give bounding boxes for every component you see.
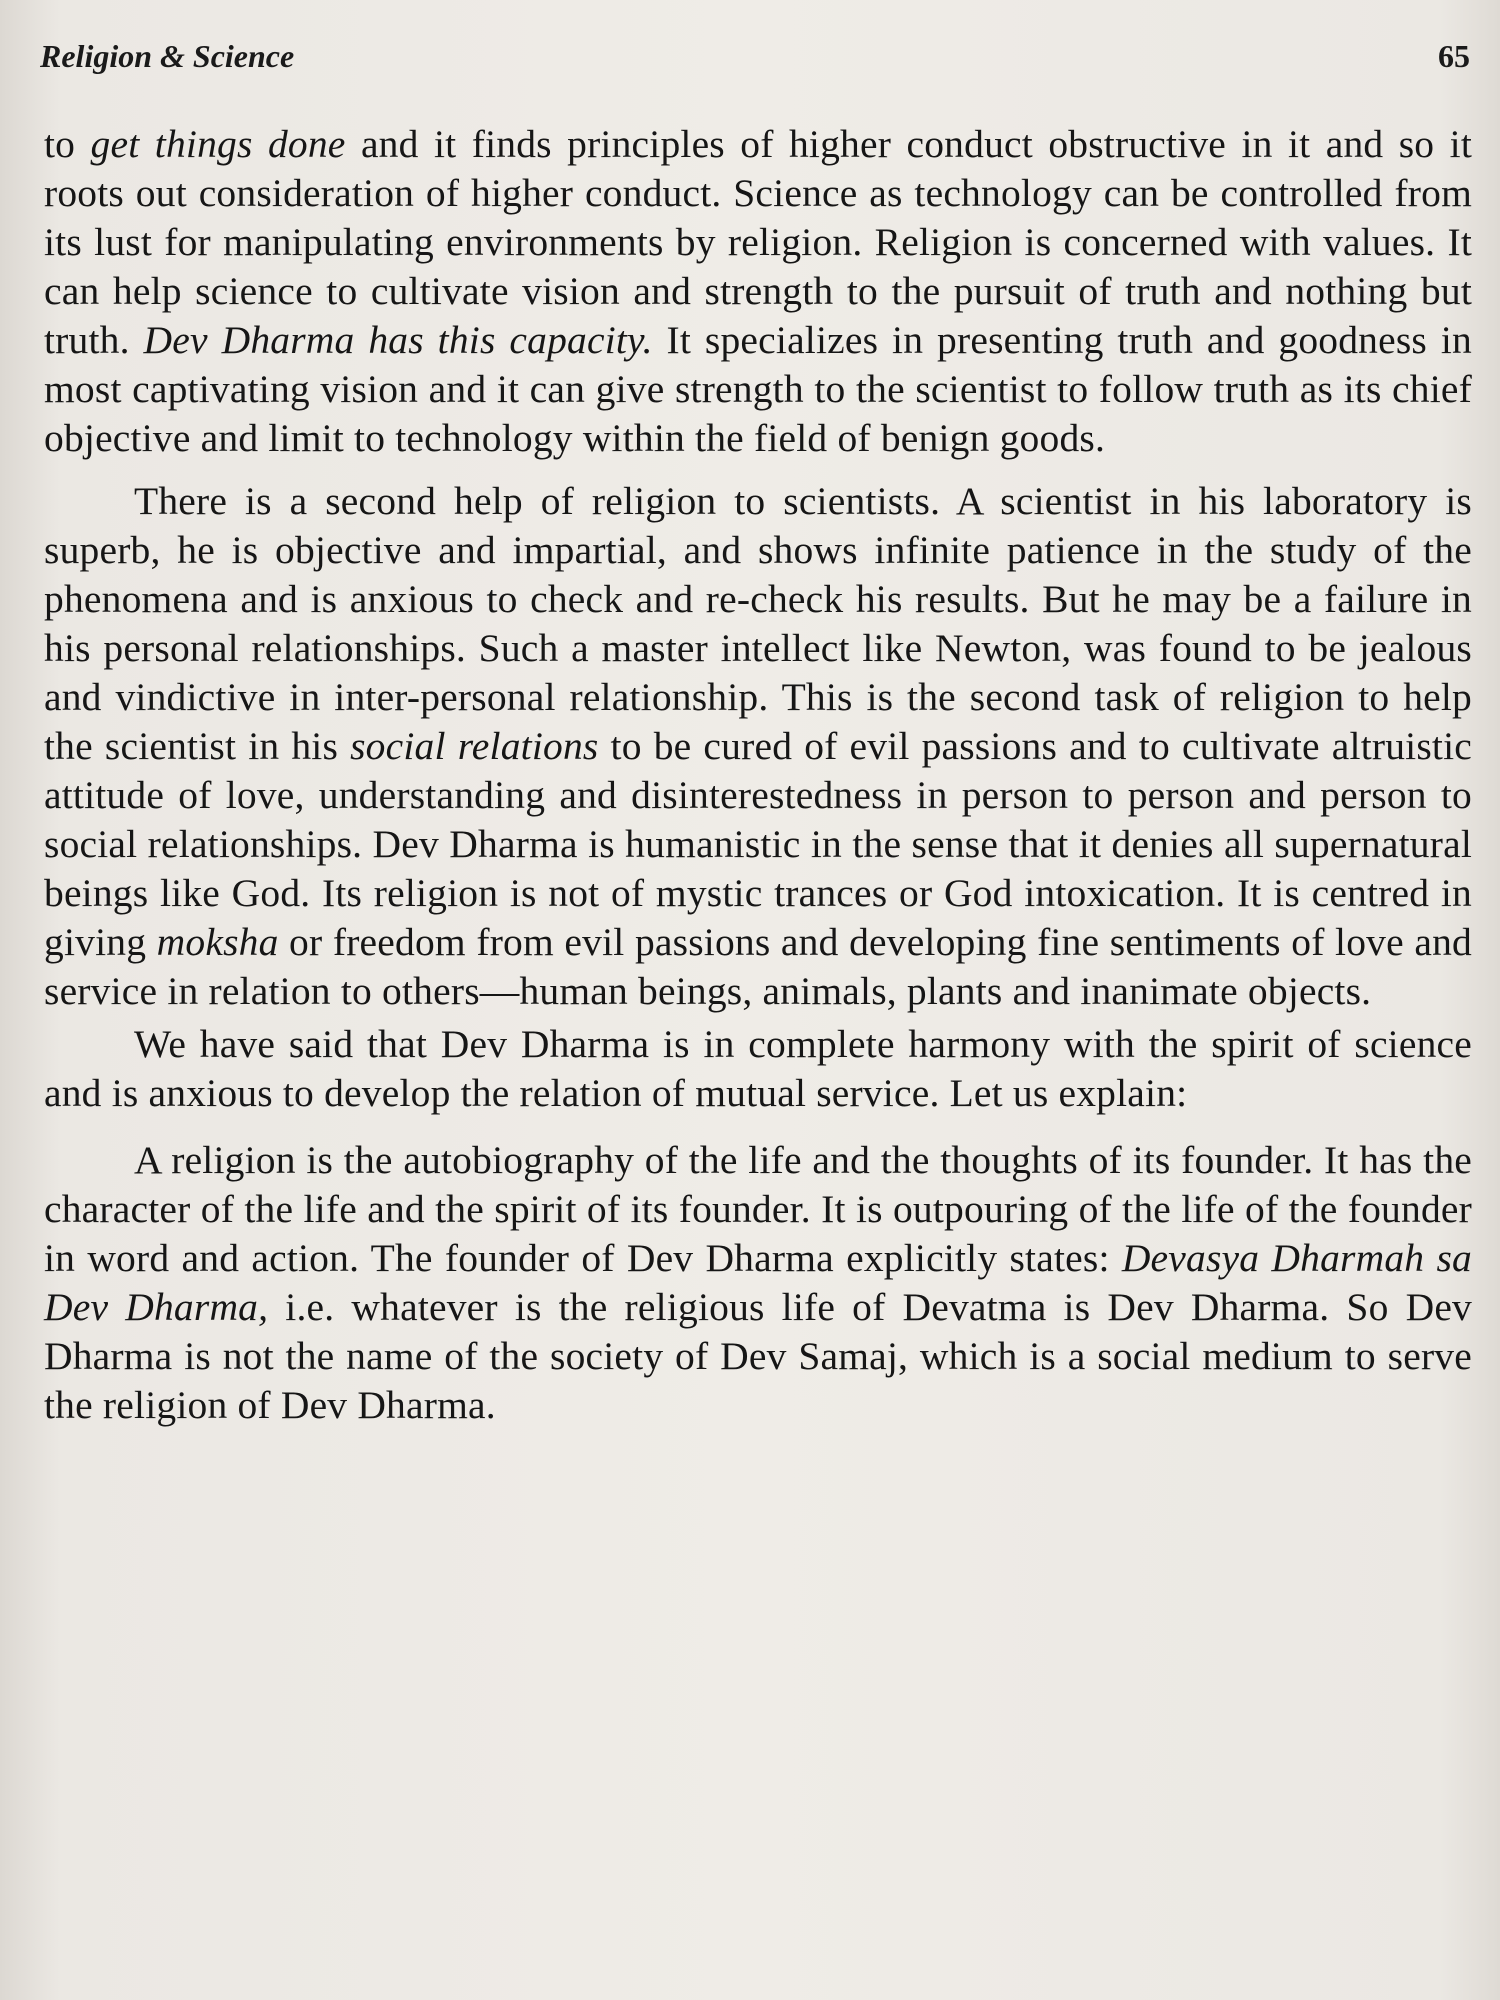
paragraph-1-emphasis-2: Dev Dharma has this capacity. (143, 318, 653, 362)
running-head: Religion & Science (40, 38, 295, 74)
paragraph-2-text-3: or freedom from evil passions and developing fine sentiments of love and service in relation to others—human beings, animals, plants and inanimate objects. (44, 920, 1472, 1013)
paragraph-2-text-1: There is a second help of religion to scientists. A scientist in his laboratory is superb, he is objective and impartial, and shows infinite patience in the study of the phenomena and is anxious to check and re-check his results. But he may be a failure in his personal relationships. Such a master intellect like Newton, was found to be jealous and vindictive in inter-personal relationship. This is the second task of religion to help the scientist in his (44, 479, 1472, 768)
paragraph-4-emphasis-1: Devasya Dharmah sa Dev Dharma, (44, 1236, 1472, 1329)
paragraph-3-text-1: We have said that Dev Dharma is in complete harmony with the spirit of science and is anxious to develop the relation of mutual service. Let us explain: (44, 1022, 1472, 1115)
paragraph-2-emphasis-2: moksha (156, 920, 279, 964)
page-number: 65 (1438, 38, 1470, 74)
paragraph-2-text-2: to be cured of evil passions and to cultivate altruistic attitude of love, understanding and disinterestedness in person to person and person to social relationships. Dev Dharma is humanistic in the sense that it denies all supernatural beings like God. Its religion is not of mystic trances or God intoxication. It is centred in giving (44, 724, 1473, 964)
paragraph-1-emphasis-1: get things done (90, 122, 346, 166)
paragraph-3 (44, 1020, 1472, 1118)
paragraph-4 (44, 1136, 1472, 1430)
paragraph-4-text-1: A religion is the autobiography of the life and the thoughts of its founder. It has the character of the life and the spirit of its founder. It is outpouring of the life of the founder in word and action. The founder of Dev Dharma explicitly states: (44, 1138, 1472, 1280)
paragraph-1-text-3: It specializes in presenting truth and goodness in most captivating vision and it can give strength to the scientist to follow truth as its chief objective and limit to technology within the field of benign goods. (44, 318, 1472, 460)
paragraph-1-text-1: to (44, 122, 91, 166)
paragraph-1-text-2: and it finds principles of higher conduct obstructive in it and so it roots out consideration of higher conduct. Science as technology can be controlled from its lust for manipulating environments by religion. Religion is concerned with values. It can help science to cultivate vision and strength to the pursuit of truth and nothing but truth. (44, 122, 1473, 362)
paragraph-2-emphasis-1: social relations (350, 724, 599, 768)
paragraph-1 (44, 120, 1472, 463)
paragraph-4-text-2: i.e. whatever is the religious life of Devatma is Dev Dharma. So Dev Dharma is not the name of the society of Dev Samaj, which is a social medium to serve the religion of Dev Dharma. (44, 1285, 1472, 1427)
page-body (44, 120, 1472, 1430)
paragraph-2 (44, 477, 1472, 1016)
